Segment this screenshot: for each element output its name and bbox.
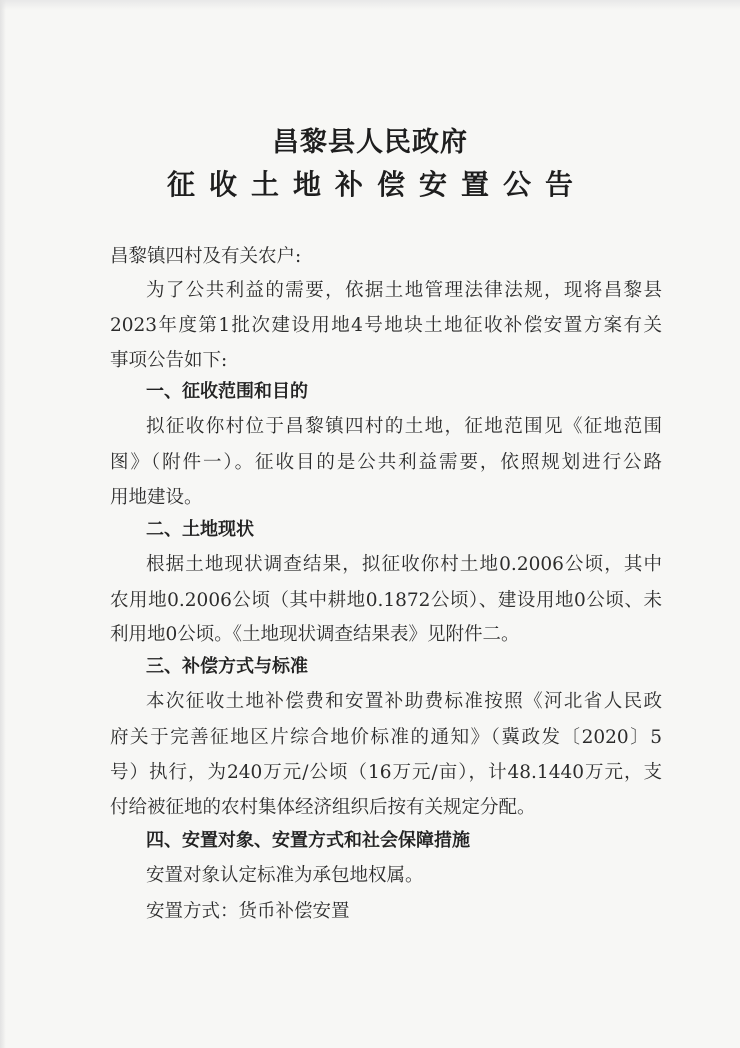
section-2-line: 根据土地现状调查结果，拟征收你村土地0.2006公顷，其中 — [146, 554, 662, 575]
section-heading-1: 一、征收范围和目的 — [146, 381, 308, 402]
section-3-line: 付给被征地的农村集体经济组织后按有关规定分配。 — [110, 797, 536, 818]
notice-title: 征收土地补偿安置公告 — [166, 168, 587, 201]
section-heading-4: 四、安置对象、安置方式和社会保障措施 — [146, 830, 470, 851]
intro-line: 2023年度第1批次建设用地4号地块土地征收补偿安置方案有关 — [110, 315, 662, 336]
section-heading-3: 三、补偿方式与标准 — [146, 656, 308, 677]
section-heading-2: 二、土地现状 — [146, 519, 254, 540]
section-4-line: 安置对象认定标准为承包地权属。 — [146, 865, 424, 886]
intro-line: 事项公告如下: — [110, 350, 228, 371]
section-4-line: 安置方式：货币补偿安置 — [146, 901, 350, 922]
addressee: 昌黎镇四村及有关农户: — [110, 246, 302, 267]
intro-line: 为了公共利益的需要，依据土地管理法律法规，现将昌黎县 — [146, 280, 662, 301]
section-1-line: 用地建设。 — [110, 487, 203, 508]
section-2-line: 利用地0公顷。《土地现状调查结果表》见附件二。 — [110, 624, 520, 645]
section-3-line: 号）执行，为240万元/公顷（16万元/亩），计48.1440万元，支 — [110, 762, 662, 783]
issuer-title: 昌黎县人民政府 — [272, 127, 468, 158]
section-1-line: 图》（附件一）。征收目的是公共利益需要，依照规划进行公路 — [110, 452, 662, 473]
scan-edge-top — [0, 0, 740, 10]
section-1-line: 拟征收你村位于昌黎镇四村的土地，征地范围见《征地范围 — [146, 416, 662, 437]
section-3-line: 府关于完善征地区片综合地价标准的通知》（冀政发〔2020〕5 — [110, 727, 662, 748]
section-3-line: 本次征收土地补偿费和安置补助费标准按照《河北省人民政 — [146, 691, 662, 712]
section-2-line: 农用地0.2006公顷（其中耕地0.1872公顷）、建设用地0公顷、未 — [110, 590, 662, 611]
